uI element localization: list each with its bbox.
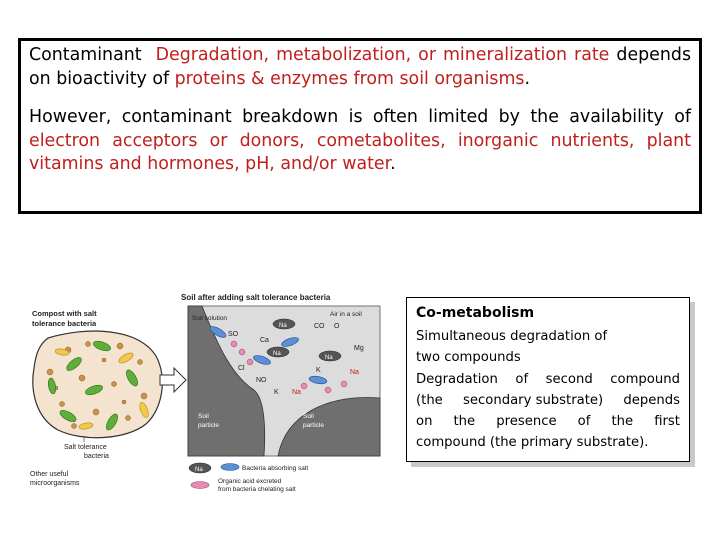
- line5-word: on: [416, 414, 433, 430]
- p2-text-a: However, contaminant breakdown is often limited by the availability of: [29, 107, 691, 127]
- line4-word: depends: [623, 392, 680, 408]
- other-microorganisms-label-2: microorganisms: [30, 480, 80, 487]
- p1-period: .: [524, 68, 531, 89]
- ion-na-red-1: Na: [292, 389, 301, 396]
- salt-tolerance-label-2: bacteria: [84, 453, 109, 460]
- line5-word: the: [611, 414, 634, 430]
- ion-so4: SO: [228, 331, 239, 338]
- salt-tolerance-label-1: Salt tolerance: [64, 444, 107, 451]
- legend-bacteria-icon: [221, 464, 239, 471]
- line5-word: presence: [496, 414, 557, 430]
- soil-particle-left-label-2: particle: [198, 422, 219, 429]
- ion-k: K: [274, 389, 279, 396]
- legend-acid-label-1: Organic acid excreted: [218, 478, 282, 485]
- ion-k-2: K: [316, 367, 321, 374]
- cometabolism-line-1: Simultaneous degradation of: [416, 329, 608, 344]
- line5-word: the: [453, 414, 476, 430]
- legend-acid-icon: [191, 482, 209, 489]
- p1-highlight-a: Degradation, metabolization, or mineralization rate: [155, 45, 610, 65]
- intro-text-box: [18, 38, 702, 214]
- p1-text-a: Contaminant: [29, 45, 142, 65]
- air-in-soil-label: Air in a soil: [330, 311, 362, 318]
- ion-co2: CO: [314, 323, 325, 330]
- cometabolism-line-2: two compounds: [416, 350, 521, 366]
- line5-word: first: [654, 414, 680, 430]
- p2-highlight: electron acceptors or donors, cometabolites, inorganic nutrients, plant vitamins and hormones, pH, and/or water: [29, 130, 691, 174]
- salt-tolerance-bacteria-figure: [28, 286, 384, 494]
- soil-solution-label: Soil solution: [192, 315, 228, 322]
- line3-word: of: [515, 371, 529, 387]
- cometabolism-line-4: [416, 390, 680, 411]
- cometabolism-line-3: [416, 369, 680, 390]
- intro-paragraph-1: [29, 44, 691, 91]
- legend-bacteria-label: Bacteria absorbing salt: [242, 465, 309, 472]
- ion-na-red-2: Na: [350, 369, 359, 376]
- legend-na-text: Na: [195, 467, 203, 473]
- cometabolism-line-5: [416, 411, 680, 432]
- ion-na-2: Na: [273, 351, 281, 357]
- ion-na-3: Na: [325, 355, 333, 361]
- p2-period: .: [390, 154, 396, 174]
- cometabolism-title: Co-metabolism: [416, 305, 535, 321]
- ion-ca: Ca: [260, 337, 269, 344]
- ion-mg: Mg: [354, 345, 364, 352]
- other-microorganisms-label-1: Other useful: [30, 471, 69, 478]
- legend-acid-label-2: from bacteria chelating salt: [218, 486, 296, 493]
- cometabolism-box: [406, 297, 690, 462]
- soil-particle-left-label-1: Soil: [198, 413, 209, 420]
- compost-title-line2: tolerance bacteria: [32, 319, 97, 328]
- line4-word: secondary substrate): [463, 392, 604, 408]
- ion-no3: NO: [256, 377, 267, 384]
- soil-particle-right-label-1: Soil: [303, 413, 314, 420]
- line5-word: of: [577, 414, 591, 430]
- line3-word: Degradation: [416, 371, 498, 387]
- line3-word: second: [545, 371, 593, 387]
- ion-na-1: Na: [279, 323, 287, 329]
- intro-paragraph-2: [29, 106, 691, 177]
- p1-highlight-b: proteins & enzymes from soil organisms: [174, 68, 525, 89]
- ion-o2: O: [334, 323, 340, 330]
- cometabolism-line-6: compound (the primary substrate).: [416, 435, 649, 451]
- p1-text-b: depends on bioactivity of: [29, 45, 692, 89]
- soil-after-title: Soil after adding salt tolerance bacteria: [181, 293, 331, 302]
- arrow-icon: [160, 368, 186, 392]
- soil-particle-right-label-2: particle: [303, 422, 324, 429]
- ion-cl: Cl: [238, 365, 245, 372]
- compost-title-line1: Compost with salt: [32, 309, 97, 318]
- line3-word: compound: [610, 371, 680, 387]
- line4-word: (the: [416, 392, 443, 408]
